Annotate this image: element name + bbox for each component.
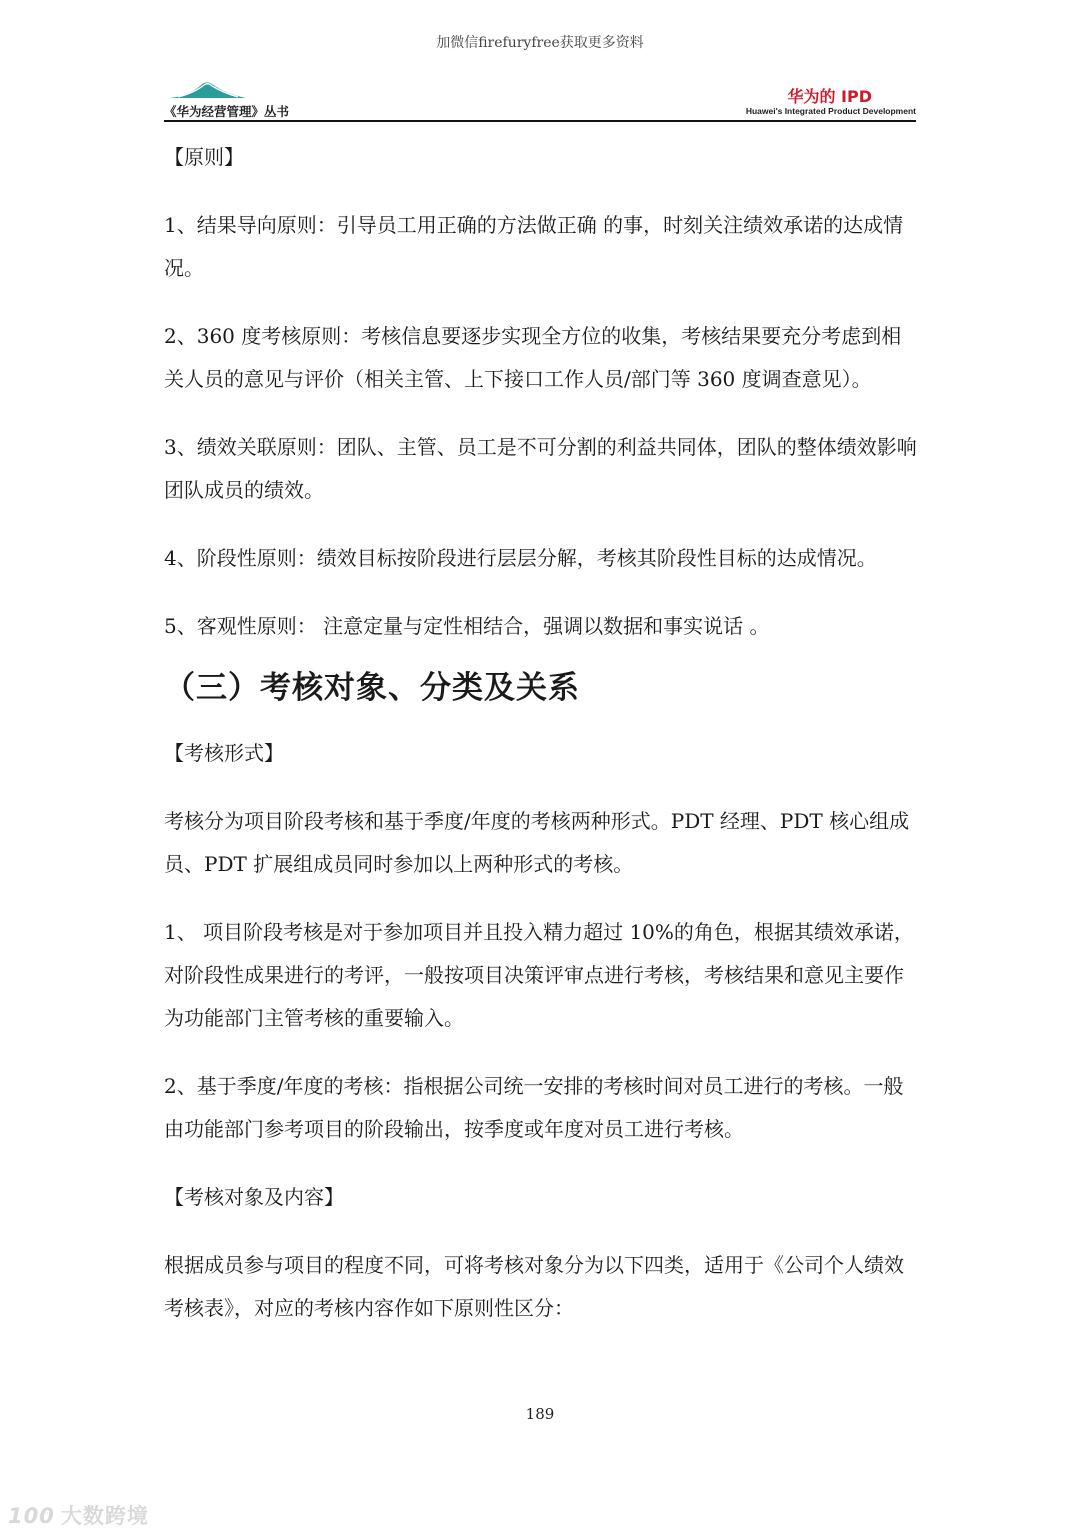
forms-intro: 考核分为项目阶段考核和基于季度/年度的考核两种形式。PDT 经理、PDT 核心组成员、PDT 扩展组成员同时参加以上两种形式的考核。	[164, 809, 910, 876]
objects-heading: 【考核对象及内容】	[164, 1185, 344, 1209]
section-title: （三）考核对象、分类及关系	[164, 670, 580, 706]
page-number: 189	[525, 1405, 555, 1423]
top-watermark: 加微信firefuryfree获取更多资料	[436, 35, 644, 51]
page-header	[164, 78, 916, 122]
page-body	[164, 136, 920, 1330]
principle-item: 5、客观性原则： 注意定量与定性相结合，强调以数据和事实说话 。	[164, 614, 770, 638]
principles-heading: 【原则】	[164, 145, 244, 169]
forms-heading: 【考核形式】	[164, 741, 284, 765]
header-divider	[164, 120, 916, 122]
series-logo	[164, 78, 324, 120]
book-title: 华为的 IPD	[787, 87, 872, 106]
principle-item: 3、绩效关联原则：团队、主管、员工是不可分割的利益共同体，团队的整体绩效影响团队成员的绩效。	[164, 435, 917, 502]
mountain-logo-icon	[168, 78, 248, 100]
book-brand	[746, 88, 916, 117]
forms-item: 1、 项目阶段考核是对于参加项目并且投入精力超过 10%的角色，根据其绩效承诺，对阶段性成果进行的考评，一般按项目决策评审点进行考核，考核结果和意见主要作为功能部门主管考核的重要输入。	[164, 920, 914, 1030]
watermark-logo-icon: 100	[8, 1504, 55, 1528]
principle-item: 2、360 度考核原则：考核信息要逐步实现全方位的收集，考核结果要充分考虑到相关人员的意见与评价（相关主管、上下接口工作人员/部门等 360 度调查意见）。	[164, 324, 902, 391]
forms-item: 2、基于季度/年度的考核：指根据公司统一安排的考核时间对员工进行的考核。一般由功能部门参考项目的阶段输出，按季度或年度对员工进行考核。	[164, 1074, 904, 1141]
objects-intro: 根据成员参与项目的程度不同，可将考核对象分为以下四类，适用于《公司个人绩效考核表》，对应的考核内容作如下原则性区分：	[164, 1253, 904, 1320]
book-subtitle: Huawei's Integrated Product Development	[745, 106, 916, 116]
principle-item: 4、阶段性原则：绩效目标按阶段进行层层分解，考核其阶段性目标的达成情况。	[164, 546, 877, 570]
principle-item: 1、结果导向原则：引导员工用正确的方法做正确 的事，时刻关注绩效承诺的达成情况。	[164, 213, 904, 280]
bottom-watermark	[8, 1500, 149, 1530]
series-title: 《华为经营管理》丛书	[164, 104, 290, 119]
watermark-label: 大数跨境	[60, 1504, 149, 1528]
